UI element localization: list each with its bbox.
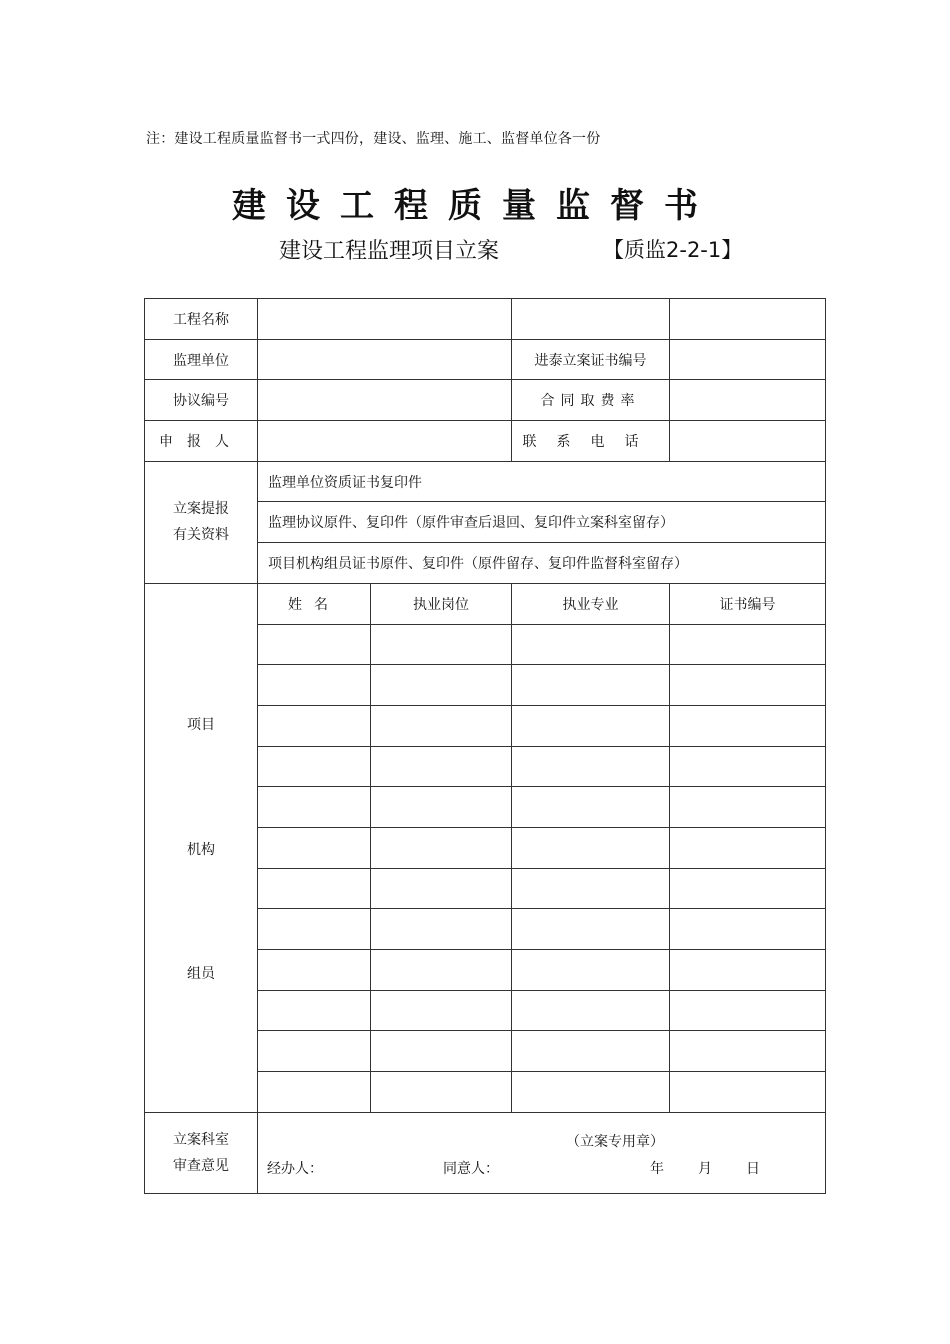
- form-code: [603, 234, 742, 264]
- label-agreement-no: 协议编号: [145, 380, 258, 421]
- seal-text: （立案专用章）: [566, 1133, 664, 1150]
- day-label: 日: [746, 1160, 760, 1177]
- project-name-extra-field[interactable]: [512, 299, 670, 340]
- filing-materials-label-1: 立案提报: [173, 501, 229, 518]
- column-header-cert-no: 证书编号: [670, 583, 826, 624]
- page-title: 建设工程质量监督书: [232, 186, 718, 226]
- member-position-cell[interactable]: [371, 827, 512, 868]
- page-subtitle: 建设工程监理项目立案: [279, 239, 500, 264]
- label-project-name: 工程名称: [145, 299, 258, 340]
- member-specialty-cell[interactable]: [512, 746, 670, 787]
- member-name-cell[interactable]: [258, 624, 371, 665]
- member-cert-cell[interactable]: [670, 990, 826, 1031]
- material-item: 监理单位资质证书复印件: [258, 461, 826, 502]
- member-specialty-cell[interactable]: [512, 990, 670, 1031]
- form-code-prefix: 【质监: [603, 238, 666, 262]
- row-agreement-no: [145, 380, 826, 421]
- month-label: 月: [698, 1160, 712, 1177]
- member-specialty-cell[interactable]: [512, 868, 670, 909]
- member-name-cell[interactable]: [258, 909, 371, 950]
- member-name-cell[interactable]: [258, 787, 371, 828]
- member-cert-cell[interactable]: [670, 909, 826, 950]
- handler-label: 经办人：: [267, 1160, 323, 1177]
- supervision-form-table: [144, 298, 826, 1194]
- member-position-cell[interactable]: [371, 868, 512, 909]
- member-position-cell[interactable]: [371, 624, 512, 665]
- member-position-cell[interactable]: [371, 1031, 512, 1072]
- approval-label-2: 审查意见: [173, 1157, 229, 1174]
- member-name-cell[interactable]: [258, 827, 371, 868]
- member-position-cell[interactable]: [371, 950, 512, 991]
- supervisor-unit-field[interactable]: [258, 339, 512, 380]
- project-name-extra-field-2[interactable]: [670, 299, 826, 340]
- member-name-cell[interactable]: [258, 1072, 371, 1113]
- column-header-position: 执业岗位: [371, 583, 512, 624]
- member-specialty-cell[interactable]: [512, 665, 670, 706]
- member-name-cell[interactable]: [258, 1031, 371, 1072]
- filing-materials-label-2: 有关资料: [173, 527, 229, 544]
- form-code-suffix: 】: [721, 238, 743, 262]
- agreement-no-field[interactable]: [258, 380, 512, 421]
- member-position-cell[interactable]: [371, 787, 512, 828]
- member-cert-cell[interactable]: [670, 624, 826, 665]
- material-item: 监理协议原件、复印件（原件审查后退回、复印件立案科室留存）: [258, 502, 826, 543]
- member-cert-cell[interactable]: [670, 665, 826, 706]
- approver-label: 同意人：: [443, 1160, 499, 1177]
- member-name-cell[interactable]: [258, 665, 371, 706]
- label-filing-materials: [145, 461, 258, 583]
- row-project-name: [145, 299, 826, 340]
- member-specialty-cell[interactable]: [512, 1031, 670, 1072]
- member-cert-cell[interactable]: [670, 1031, 826, 1072]
- member-cert-cell[interactable]: [670, 868, 826, 909]
- contact-phone-field[interactable]: [670, 421, 826, 462]
- label-contract-fee-rate: 合同取费率: [512, 380, 670, 421]
- column-header-specialty: 执业专业: [512, 583, 670, 624]
- contract-fee-rate-field[interactable]: [670, 380, 826, 421]
- member-specialty-cell[interactable]: [512, 1072, 670, 1113]
- row-applicant: [145, 421, 826, 462]
- label-contact-phone: 联系电话: [512, 421, 670, 462]
- row-org-header: [145, 583, 826, 624]
- member-name-cell[interactable]: [258, 746, 371, 787]
- member-cert-cell[interactable]: [670, 950, 826, 991]
- member-specialty-cell[interactable]: [512, 705, 670, 746]
- member-specialty-cell[interactable]: [512, 950, 670, 991]
- member-cert-cell[interactable]: [670, 1072, 826, 1113]
- member-position-cell[interactable]: [371, 1072, 512, 1113]
- member-cert-cell[interactable]: [670, 705, 826, 746]
- member-position-cell[interactable]: [371, 990, 512, 1031]
- member-position-cell[interactable]: [371, 705, 512, 746]
- form-note: 注：建设工程质量监督书一式四份，建设、监理、施工、监督单位各一份: [146, 131, 601, 147]
- org-label-part-1: 项目: [187, 716, 215, 733]
- label-supervisor-unit: 监理单位: [145, 339, 258, 380]
- member-specialty-cell[interactable]: [512, 787, 670, 828]
- label-filing-cert-no: 进泰立案证书编号: [512, 339, 670, 380]
- row-material-1: [145, 461, 826, 502]
- filing-cert-no-field[interactable]: [670, 339, 826, 380]
- member-cert-cell[interactable]: [670, 827, 826, 868]
- member-name-cell[interactable]: [258, 950, 371, 991]
- column-header-name: 姓名: [258, 583, 371, 624]
- member-position-cell[interactable]: [371, 746, 512, 787]
- project-name-field[interactable]: [258, 299, 512, 340]
- label-project-org-members: [145, 583, 258, 1112]
- row-supervisor-unit: [145, 339, 826, 380]
- approval-opinion-field[interactable]: [258, 1112, 826, 1193]
- approval-label-1: 立案科室: [173, 1131, 229, 1148]
- applicant-field[interactable]: [258, 421, 512, 462]
- member-cert-cell[interactable]: [670, 787, 826, 828]
- member-name-cell[interactable]: [258, 868, 371, 909]
- member-specialty-cell[interactable]: [512, 624, 670, 665]
- label-approval: [145, 1112, 258, 1193]
- org-label-part-3: 组员: [187, 965, 215, 982]
- material-item: 项目机构组员证书原件、复印件（原件留存、复印件监督科室留存）: [258, 543, 826, 584]
- member-position-cell[interactable]: [371, 665, 512, 706]
- member-specialty-cell[interactable]: [512, 909, 670, 950]
- row-approval: [145, 1112, 826, 1193]
- member-name-cell[interactable]: [258, 705, 371, 746]
- member-name-cell[interactable]: [258, 990, 371, 1031]
- org-label-part-2: 机构: [187, 841, 215, 858]
- member-specialty-cell[interactable]: [512, 827, 670, 868]
- member-position-cell[interactable]: [371, 909, 512, 950]
- label-applicant: 申报人: [145, 421, 258, 462]
- year-label: 年: [650, 1160, 664, 1177]
- member-cert-cell[interactable]: [670, 746, 826, 787]
- form-code-number: 2-2-1: [666, 238, 722, 262]
